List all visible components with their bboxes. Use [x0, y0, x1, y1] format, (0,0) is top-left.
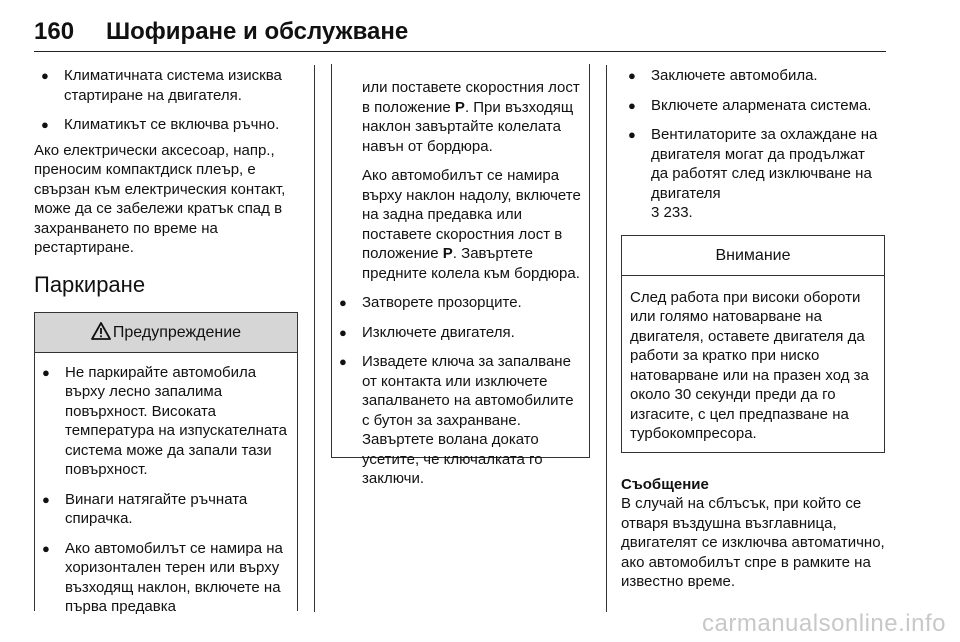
list-item: ● Винаги натягайте ръчната спирачка.: [35, 490, 297, 529]
list-item: ● Ако автомобилът се намира на хоризонтален терен или върху възходящ наклон, включете на първа предавка: [35, 539, 297, 617]
warning-box-title: Предупреждение: [112, 323, 242, 341]
bullet-icon: ●: [628, 68, 636, 83]
bullet-icon: ●: [628, 127, 636, 142]
bullet-icon: ●: [41, 117, 49, 132]
list-item: ● Климатикът се включва ръчно.: [34, 115, 298, 135]
page-title: Шофиране и обслужване: [106, 18, 409, 45]
column-divider: [314, 65, 315, 612]
list-item: ● Не паркирайте автомобила върху лесно запалима повърхност. Високата температура на изпускателната система може да запали тази повърхност.: [35, 363, 297, 480]
body-paragraph: Ако електрически аксесоар, напр., преносим компактдиск плеър, е свързан към електрическия контакт, може да се забележи кратък спад в захранването по време на рестартиране.: [34, 141, 286, 256]
list-item: ● Затворете прозорците.: [332, 293, 583, 313]
warning-triangle-icon: [91, 322, 111, 340]
caution-box-body: [622, 276, 884, 452]
watermark: carmanualsonline.info: [702, 610, 946, 637]
bullet-icon: ●: [42, 364, 50, 380]
warning-box-continued: [331, 64, 590, 487]
bullet-icon: ●: [339, 354, 347, 369]
column-middle: [331, 64, 590, 487]
body-paragraph: Ако автомобилът се намира върху наклон надолу, включете на задна предавка или поставете скоростния лост в положение P. Завъртете предните колела към бордюра.: [362, 167, 581, 282]
page-header: [34, 16, 886, 52]
bullet-icon: ●: [42, 491, 50, 507]
caution-box-title: Внимание: [715, 246, 791, 264]
column-divider: [606, 65, 607, 612]
note-title: Съобщение: [621, 475, 709, 493]
list-item: ● Климатичната система изисква стартиране на двигателя.: [34, 66, 298, 105]
warning-box-header: [35, 313, 297, 353]
bullet-icon: ●: [41, 68, 49, 83]
list-item: ● Заключете автомобила.: [621, 66, 885, 86]
note-text: В случай на сблъсък, при който се отваря въздушна възглавница, двигателят се изключва автоматично, ако автомобилът спре в рамките на известно време.: [621, 495, 885, 590]
bullet-icon: ●: [42, 540, 50, 556]
section-heading: Паркиране: [34, 271, 146, 297]
warning-box: [34, 312, 298, 615]
list-item: ● Вентилаторите за охлаждане на двигателя могат да продължат да работят след изключване на двигателя: [621, 125, 885, 203]
page-reference[interactable]: 3 233.: [651, 204, 693, 221]
bullet-icon: ●: [339, 295, 347, 310]
bullet-icon: ●: [339, 324, 347, 340]
warning-box-body: [35, 353, 297, 617]
list-item: ● Извадете ключа за запалване от контакта или изключете запалването на автомобилите с бутон за захранване. Завъртете волана докато усетите, че ключалката го заключи.: [332, 352, 583, 489]
bullet-icon: ●: [628, 97, 636, 113]
caution-text: След работа при високи обороти или голямо натоварване на двигателя, оставете двигателя да работи за кратко при ниско натоварване или на празен ход за около 30 секунди преди да го изгасите, с цел предпазване на турбокомпресора.: [630, 288, 869, 442]
list-item: ● Включете алармената система.: [621, 96, 885, 116]
body-paragraph: или поставете скоростния лост в положение P. При възходящ наклон завъртайте колелата навън от бордюра.: [362, 79, 580, 155]
column-right: [621, 66, 885, 592]
column-left: [34, 66, 298, 615]
page-number: 160: [34, 18, 75, 45]
list-item: ● Изключете двигателя.: [332, 323, 583, 343]
caution-box: [621, 235, 885, 453]
caution-box-header: [622, 236, 884, 276]
